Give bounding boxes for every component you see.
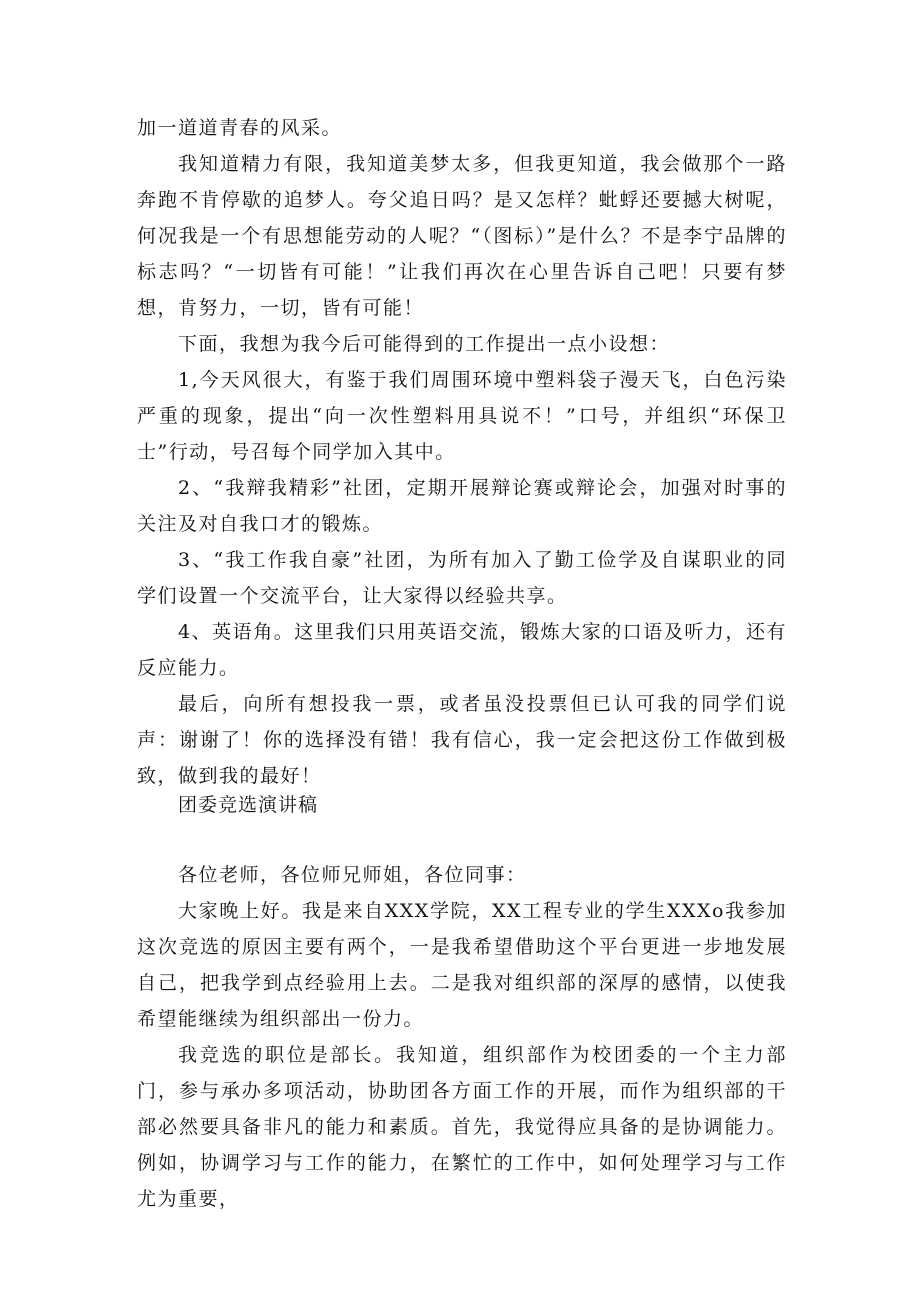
paragraph-dream-chaser: 我知道精力有限，我知道美梦太多，但我更知道，我会做那个一路奔跑不肯停歇的追梦人。夸父追日吗？是又怎样？蚍蜉还要撼大树呢，何况我是一个有思想能劳动的人呢？“（图标）”是什么？不是李宁品牌的标志吗？“一切皆有可能！”让我们再次在心里告诉自己吧！只要有梦想，肯努力，一切，皆有可能！ [137, 153, 787, 319]
paragraph-idea-2: 2、“我辩我精彩”社团，定期开展辩论赛或辩论会，加强对时事的关注及对自我口才的锻炼。 [137, 477, 787, 535]
speech-continuation [137, 110, 787, 794]
paragraph-ideas-intro: 下面，我想为我今后可能得到的工作提出一点小设想： [178, 333, 671, 355]
paragraph-position: 我竞选的职位是部长。我知道，组织部作为校团委的一个主力部门，参与承办多项活动，协助团各方面工作的开展，而作为组织部的干部必然要具备非凡的能力和素质。首先，我觉得应具备的是协调能力。例如，协调学习与工作的能力，在繁忙的工作中，如何处理学习与工作尤为重要， [137, 1044, 787, 1210]
paragraph-closing-line: 加一道道青春的风采。 [137, 117, 343, 139]
section-heading-block [137, 787, 787, 823]
speech-second [137, 857, 787, 1217]
paragraph-greeting: 各位老师，各位师兄师姐，各位同事： [178, 864, 527, 886]
paragraph-idea-1: 1,今天风很大，有鉴于我们周围环境中塑料袋子漫天飞，白色污染严重的现象，提出“向一次性塑料用具说不！”口号，并组织“环保卫士”行动，号召每个同学加入其中。 [137, 369, 787, 463]
paragraph-idea-4: 4、英语角。这里我们只用英语交流，锻炼大家的口语及听力，还有反应能力。 [137, 621, 787, 679]
paragraph-idea-3: 3、“我工作我自豪”社团，为所有加入了勤工俭学及自谋职业的同学们设置一个交流平台，让大家得以经验共享。 [137, 549, 787, 607]
paragraph-thanks: 最后，向所有想投我一票，或者虽没投票但已认可我的同学们说声：谢谢了！你的选择没有错！我有信心，我一定会把这份工作做到极致，做到我的最好！ [137, 693, 787, 787]
paragraph-introduction: 大家晚上好。我是来自XXX学院，XX工程专业的学生XXXo我参加这次竞选的原因主要有两个，一是我希望借助这个平台更进一步地发展自己，把我学到点经验用上去。二是我对组织部的深厚的感情，以使我希望能继续为组织部出一份力。 [137, 900, 787, 1030]
section-title: 团委竞选演讲稿 [178, 794, 319, 816]
